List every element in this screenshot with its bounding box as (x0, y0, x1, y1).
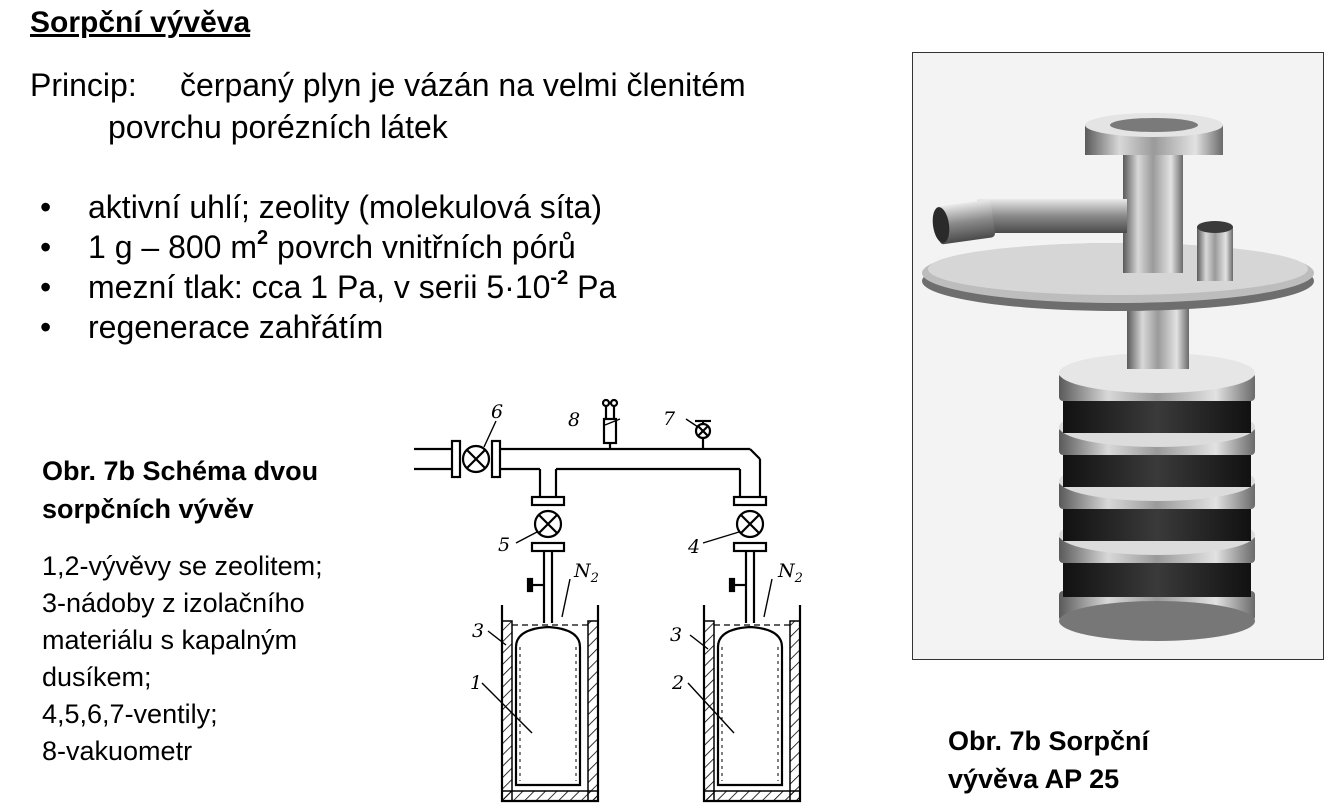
principle-line2: povrchu porézních látek (108, 109, 448, 145)
cooling-fins (1059, 353, 1255, 641)
legend-line: 8-vakuometr (42, 736, 193, 766)
label-5: 5 (498, 534, 511, 556)
label-n2-left: $N_2$ (574, 560, 599, 586)
bullet-item (40, 187, 616, 227)
label-8: 8 (568, 409, 581, 431)
superscript: -2 (550, 267, 569, 290)
legend-line: 1,2-vývěvy se zeolitem; (42, 551, 323, 581)
upper-column (1123, 149, 1183, 273)
bullet-list (40, 187, 616, 347)
principle-line1: čerpaný plyn je vázán na velmi členitém (180, 67, 746, 103)
pump-neck (1127, 301, 1189, 369)
bullet-text-pressure-post: Pa (568, 269, 617, 305)
bullet-item (40, 307, 616, 347)
label-2: 2 (672, 672, 685, 694)
bullet-item (40, 227, 616, 267)
page-title: Sorpční vývěva (30, 6, 251, 39)
bullet-item (40, 267, 616, 307)
photo-caption-line1: Obr. 7b Sorpční (948, 726, 1150, 756)
bullet-text-surface-pre: 1 g – 800 m (88, 229, 257, 265)
label-7: 7 (663, 408, 676, 430)
schematic-caption-line1: Obr. 7b Schéma dvou (42, 456, 319, 486)
legend-line: 3-nádoby z izolačního (42, 588, 305, 618)
legend-line: 4,5,6,7-ventily; (42, 699, 218, 729)
label-3-left: 3 (472, 620, 485, 642)
bullet-text-pressure-pre: mezní tlak: cca 1 Pa, v serii 5·10 (88, 269, 551, 305)
right-dewar (704, 605, 800, 801)
label-6: 6 (491, 401, 504, 423)
label-n2-right: $N_2$ (778, 560, 803, 586)
legend-line: materiálu s kapalným (42, 625, 298, 655)
sorption-pump-schematic (400, 393, 840, 809)
principle-text (30, 64, 746, 148)
photo-caption-line2: vývěva AP 25 (948, 764, 1120, 794)
left-dewar (502, 605, 598, 801)
schematic-lines (414, 400, 766, 623)
pump-photo-frame (912, 52, 1324, 660)
label-3-right: 3 (670, 624, 683, 646)
label-4: 4 (688, 536, 701, 558)
superscript: 2 (257, 227, 269, 250)
bullet-text-adsorbents: aktivní uhlí; zeolity (molekulová síta) (88, 189, 602, 225)
photo-caption (948, 722, 1149, 798)
principle-label: Princip: (30, 67, 137, 103)
schematic-legend (42, 548, 323, 770)
schematic-caption (42, 452, 318, 528)
bullet-text-surface-post: povrch vnitřních pórů (268, 229, 576, 265)
bullet-text-regeneration: regenerace zahřátím (88, 309, 384, 345)
label-1: 1 (470, 672, 483, 694)
schematic-caption-line2: sorpčních vývěv (42, 494, 254, 524)
legend-line: dusíkem; (42, 662, 152, 692)
sorption-pump-photo (913, 53, 1323, 659)
side-arm (977, 199, 1127, 233)
